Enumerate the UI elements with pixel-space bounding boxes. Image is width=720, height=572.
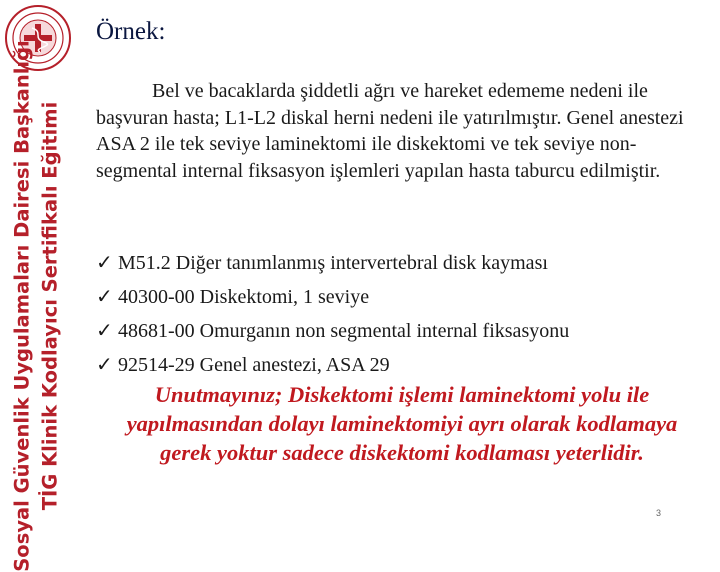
check-icon: ✓: [96, 252, 113, 274]
code-text: M51.2 Diğer tanımlanmış intervertebral disk kayması: [118, 252, 548, 274]
sidebar-line-1: Sosyal Güvenlik Uygulamaları Dairesi Başkanlığı: [10, 40, 34, 572]
sidebar: [0, 0, 80, 572]
code-text: 48681-00 Omurganın non segmental internal fiksasyonu: [118, 320, 570, 342]
check-icon: ✓: [96, 320, 113, 342]
check-icon: ✓: [96, 286, 113, 308]
sidebar-line-2: TİG Klinik Kodlayıcı Sertifikalı Eğitimi: [38, 101, 62, 511]
reminder-note: Unutmayınız; Diskektomi işlemi laminektomi yolu ile yapılmasından dolayı laminektomiyi ayrı olarak kodlamaya gerek yoktur sadece diskektomi kodlaması yeterlidir.: [126, 382, 678, 465]
code-list: [96, 246, 569, 382]
slide-title: Örnek:: [96, 18, 166, 45]
code-item: [96, 348, 569, 382]
code-text: 40300-00 Diskektomi, 1 seviye: [118, 286, 370, 308]
code-text: 92514-29 Genel anestezi, ASA 29: [118, 354, 390, 376]
code-item: [96, 280, 569, 314]
check-icon: ✓: [96, 354, 113, 376]
code-item: [96, 246, 569, 280]
page-number: 3: [656, 508, 662, 518]
case-paragraph: Bel ve bacaklarda şiddetli ağrı ve hareket edememe nedeni ile başvuran hasta; L1-L2 diskal herni nedeni ile yatırılmıştır. Genel anestezi ASA 2 ile tek seviye laminektomi ile diskektomi ve tek seviye non-segmental internal fiksasyon işlemleri yapılan hasta taburcu edilmiştir.: [96, 80, 684, 182]
code-item: [96, 314, 569, 348]
